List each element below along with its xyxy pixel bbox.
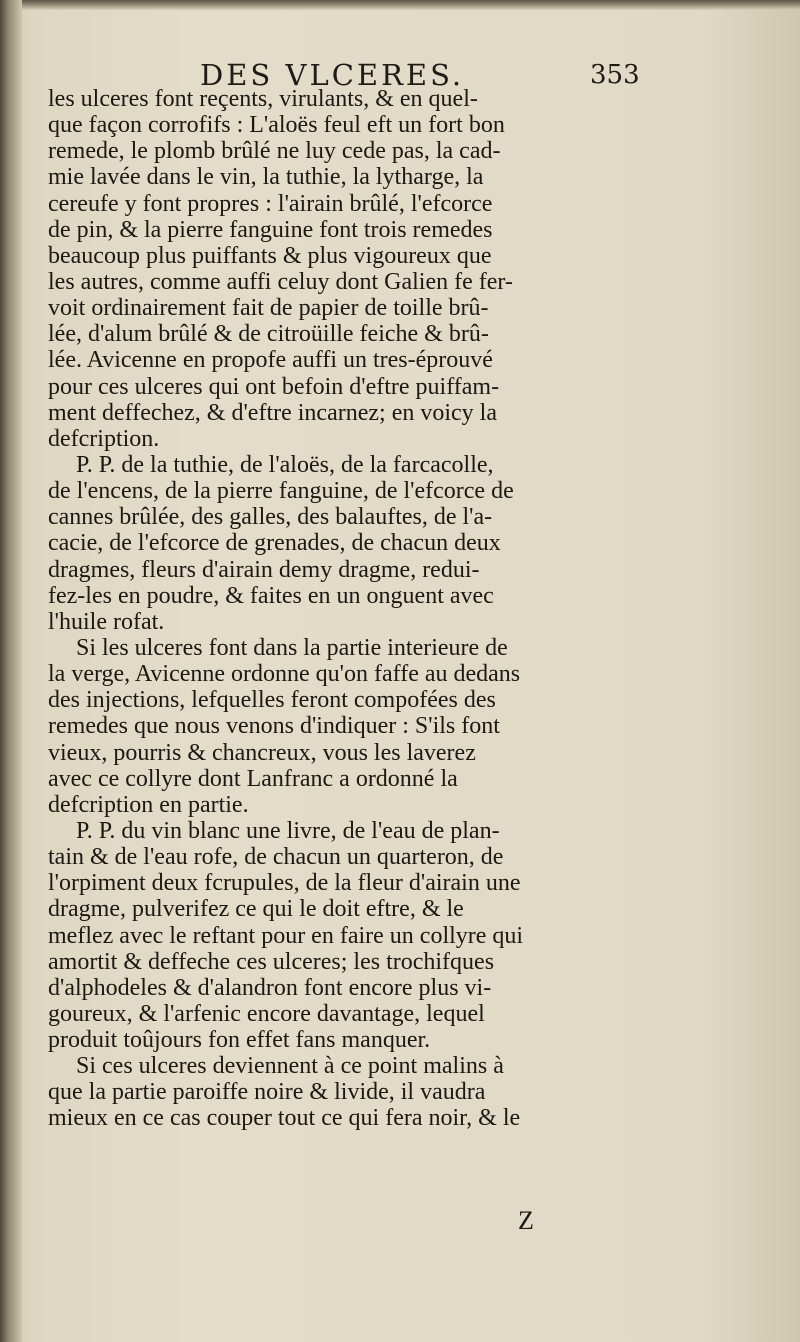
text-line: les ulceres font reçents, virulants, & en quel- bbox=[48, 86, 478, 112]
text-line: les autres, comme auffi celuy dont Galien fe fer- bbox=[48, 268, 513, 295]
text-line: la verge, Avicenne ordonne qu'on faffe au dedans bbox=[48, 661, 521, 688]
text-line: fez-les en poudre, & faites en un onguent avec bbox=[48, 582, 494, 609]
text-line: mie lavée dans le vin, la tuthie, la lytharge, la bbox=[48, 164, 484, 191]
text-line: defcription. bbox=[48, 425, 160, 452]
body-text bbox=[48, 86, 638, 1132]
text-line: d'alphodeles & d'alandron font encore plus vi- bbox=[48, 974, 492, 1001]
text-line: tain & de l'eau rofe, de chacun un quarteron, de bbox=[48, 844, 504, 871]
text-line: ment deffechez, & d'eftre incarnez; en voicy la bbox=[48, 399, 497, 426]
text-line: voit ordinairement fait de papier de toille brû- bbox=[48, 295, 489, 322]
paragraph-start-line: P. P. du vin blanc une livre, de l'eau de plan- bbox=[76, 817, 500, 844]
text-line: cannes brûlée, des galles, des balauftes, de l'a- bbox=[48, 504, 493, 531]
text-line: l'huile rofat. bbox=[48, 608, 165, 635]
text-line: dragmes, fleurs d'airain demy dragme, redui- bbox=[48, 556, 480, 583]
text-line: produit toûjours fon effet fans manquer. bbox=[48, 1027, 431, 1054]
text-line: des injections, lefquelles feront compofées des bbox=[48, 687, 496, 714]
text-line: que la partie paroiffe noire & livide, il vaudra bbox=[48, 1079, 486, 1106]
text-line: amortit & deffeche ces ulceres; les trochifques bbox=[48, 948, 495, 975]
paragraph-start-line: Si ces ulceres deviennent à ce point malins à bbox=[76, 1053, 504, 1080]
page-number: 353 bbox=[590, 60, 640, 90]
text-line: beaucoup plus puiffants & plus vigoureux que bbox=[48, 242, 492, 269]
text-line: de l'encens, de la pierre fanguine, de l'efcorce de bbox=[48, 478, 514, 505]
text-line: goureux, & l'arfenic encore davantage, lequel bbox=[48, 1000, 485, 1027]
page-top-edge bbox=[0, 0, 800, 10]
running-head: DES VLCERES. bbox=[200, 58, 465, 92]
text-line: mieux en ce cas couper tout ce qui fera noir, & le bbox=[48, 1105, 521, 1132]
text-line: avec ce collyre dont Lanfranc a ordonné la bbox=[48, 765, 458, 792]
binding-spine bbox=[0, 0, 22, 1342]
text-line: meflez avec le reftant pour en faire un collyre qui bbox=[48, 922, 524, 949]
paragraph-start-line: Si les ulceres font dans la partie interieure de bbox=[76, 634, 508, 661]
text-line: de pin, & la pierre fanguine font trois remedes bbox=[48, 216, 493, 243]
text-line: remede, le plomb brûlé ne luy cede pas, la cad- bbox=[48, 138, 501, 165]
signature-mark: Z bbox=[518, 1206, 534, 1235]
text-line: cereufe y font propres : l'airain brûlé, l'efcorce bbox=[48, 190, 493, 217]
text-line: vieux, pourris & chancreux, vous les laverez bbox=[48, 739, 476, 766]
paragraph-start-line: P. P. de la tuthie, de l'aloës, de la farcacolle, bbox=[76, 451, 494, 478]
text-line: lée. Avicenne en propofe auffi un tres-éprouvé bbox=[48, 347, 493, 374]
text-line: defcription en partie. bbox=[48, 791, 249, 818]
text-line: l'orpiment deux fcrupules, de la fleur d'airain une bbox=[48, 870, 521, 897]
text-line: que façon corrofifs : L'aloës feul eft un fort bon bbox=[48, 112, 505, 139]
text-line: dragme, pulverifez ce qui le doit eftre, & le bbox=[48, 896, 464, 923]
text-line: cacie, de l'efcorce de grenades, de chacun deux bbox=[48, 530, 501, 557]
text-line: pour ces ulceres qui ont befoin d'eftre puiffam- bbox=[48, 373, 500, 400]
text-line: remedes que nous venons d'indiquer : S'ils font bbox=[48, 713, 500, 740]
text-line: lée, d'alum brûlé & de citroüille feiche & brû- bbox=[48, 321, 489, 348]
